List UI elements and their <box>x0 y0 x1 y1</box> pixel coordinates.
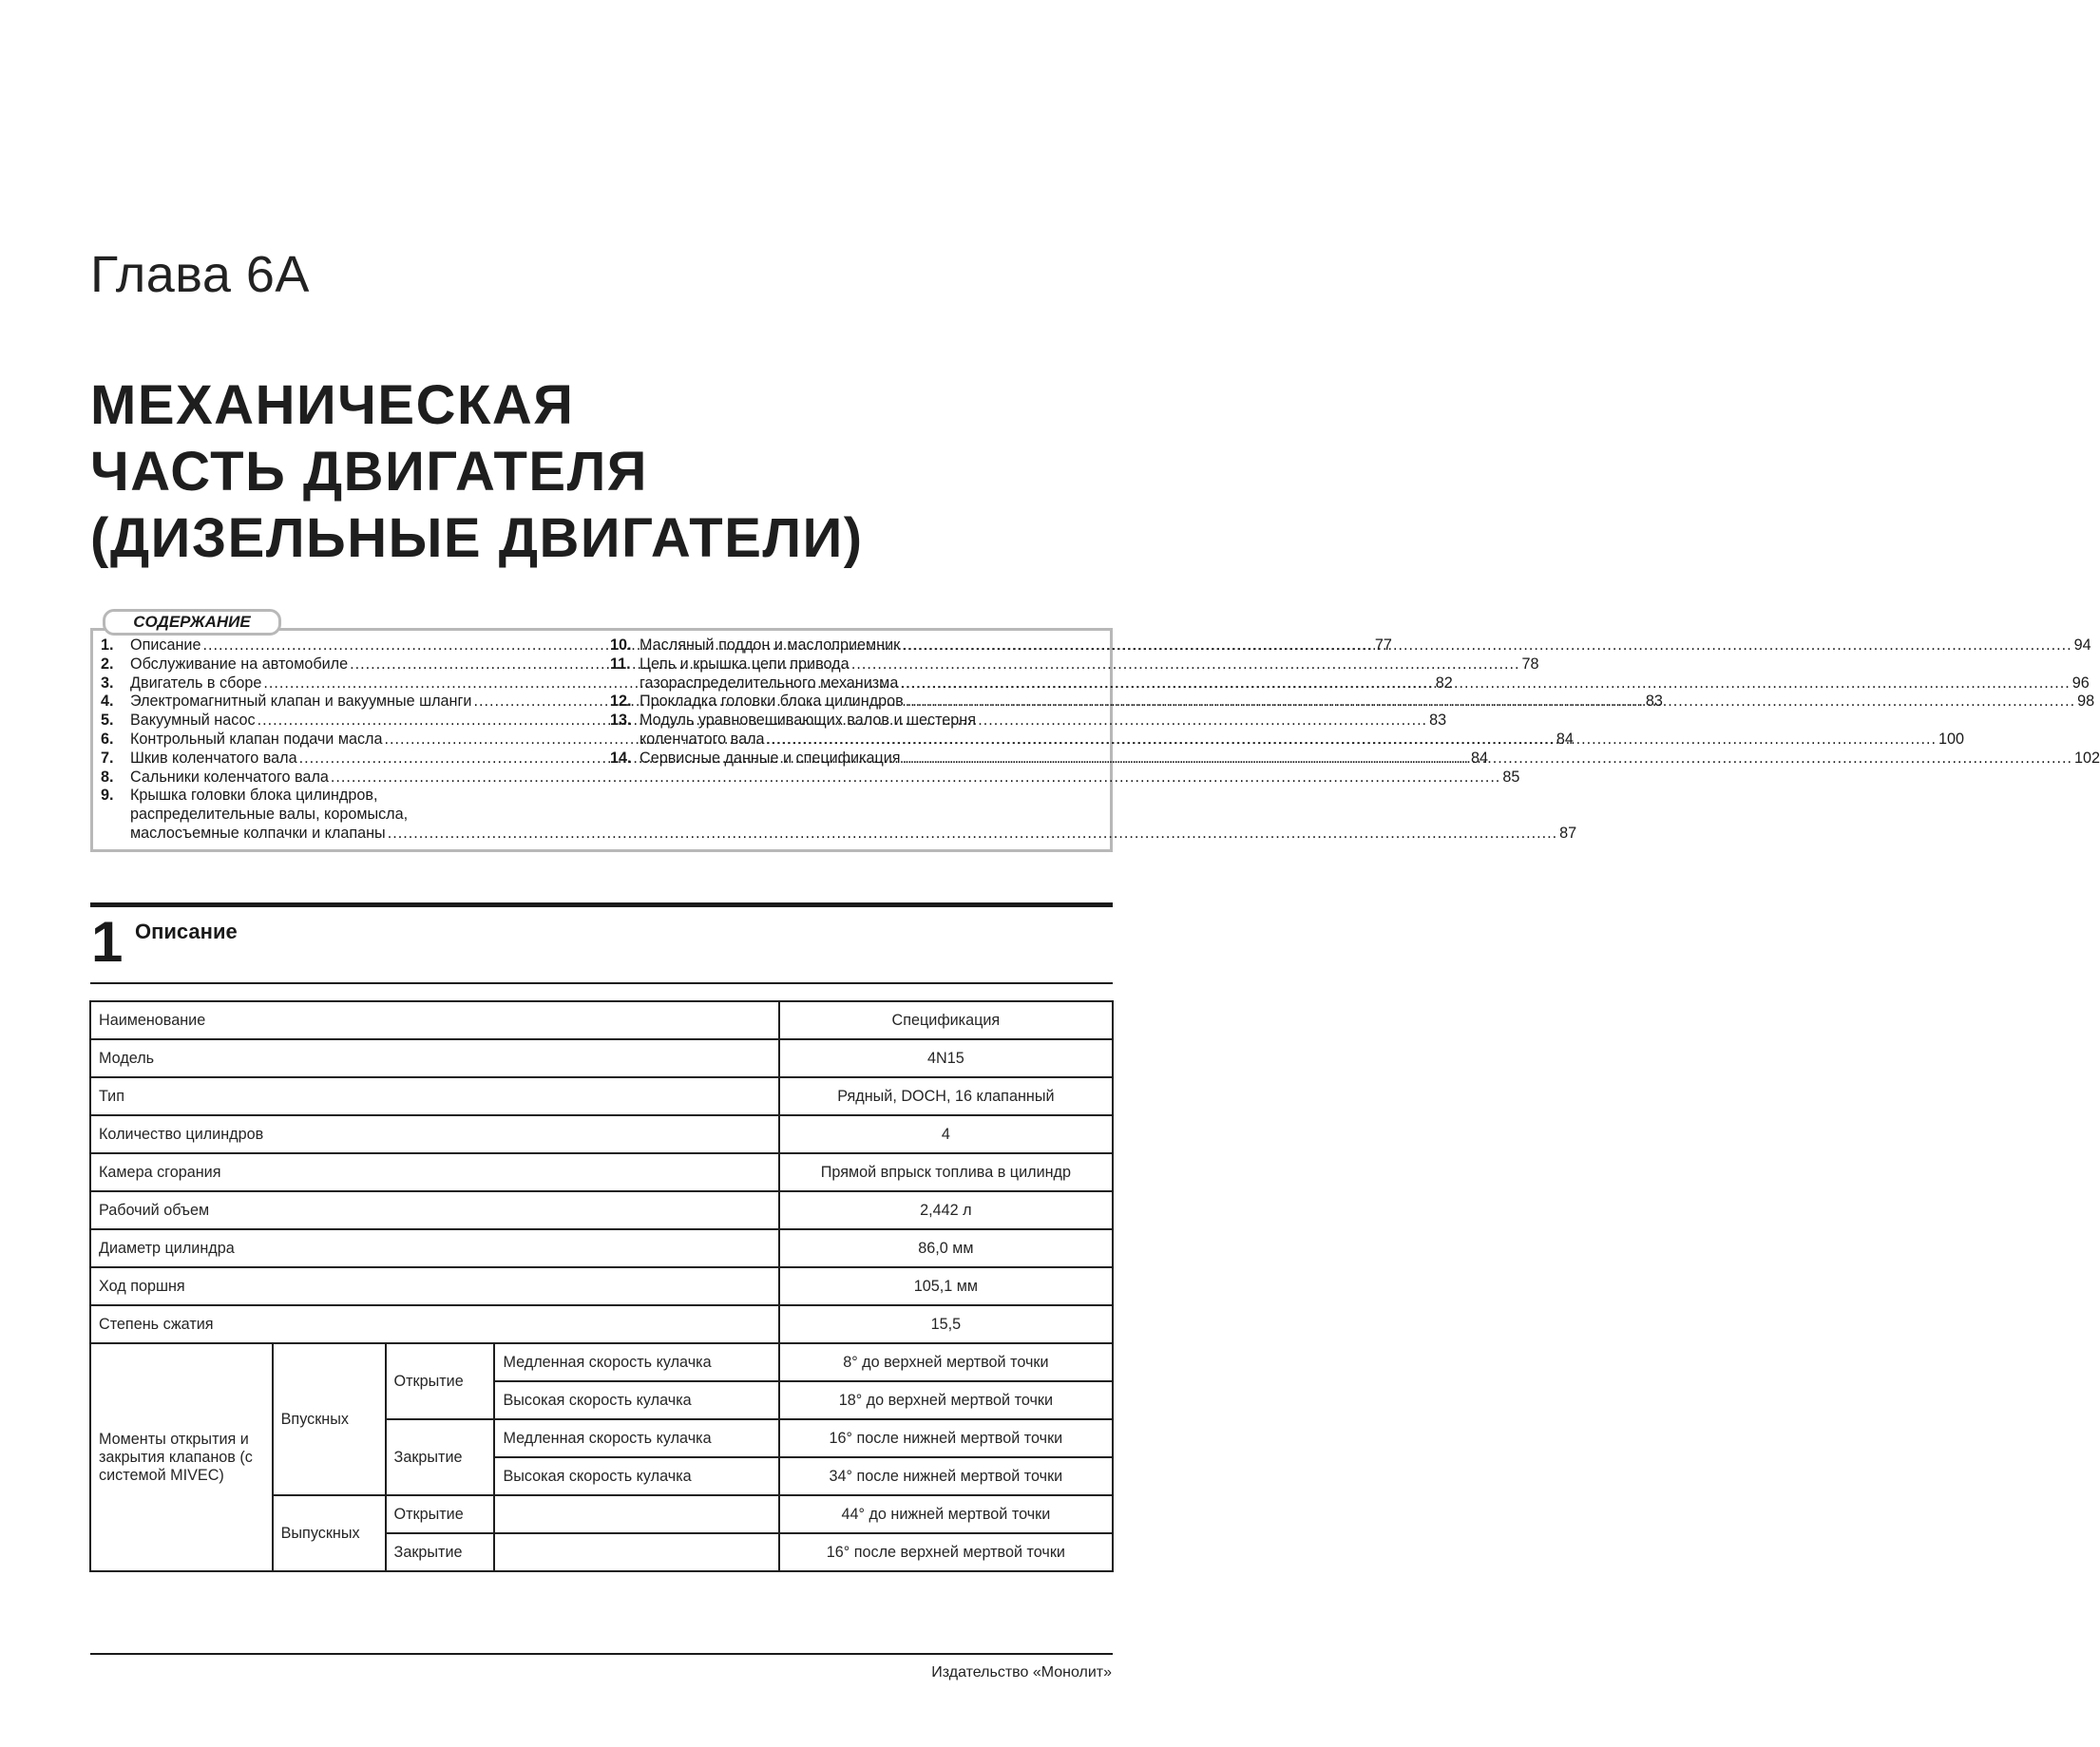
toc-leader <box>388 825 1557 844</box>
toc-item-number: 2. <box>101 655 114 673</box>
toc-item-title: Цепь и крышка цепи привода <box>640 655 850 673</box>
table-cell: 8° до верхней мертвой точки <box>779 1343 1113 1381</box>
toc-page-number: 100 <box>1938 730 1964 748</box>
toc-item-title: Крышка головки блока цилиндров, <box>130 787 378 805</box>
table-cell: Ход поршня <box>90 1267 779 1305</box>
toc-item-title: Шкив коленчатого вала <box>130 749 297 767</box>
toc-item-title: Обслуживание на автомобиле <box>130 655 349 673</box>
table-cell: Спецификация <box>779 1001 1113 1039</box>
toc-item-title: Контрольный клапан подачи масла <box>130 730 383 748</box>
spec-table <box>89 1000 1114 1572</box>
toc-item-number: 9. <box>101 787 114 805</box>
toc-item-title: Масляный поддон и маслоприемник <box>640 636 901 654</box>
title-line: (ДИЗЕЛЬНЫЕ ДВИГАТЕЛИ) <box>90 507 864 569</box>
toc-item-number: 14. <box>610 749 632 767</box>
table-cell: Рабочий объем <box>90 1191 779 1229</box>
close-cell: Закрытие <box>386 1419 495 1495</box>
toc-item-title: Двигатель в сборе <box>130 674 262 692</box>
toc-page-number: 83 <box>1429 712 1447 730</box>
table-cell: 44° до нижней мертвой точки <box>779 1495 1113 1533</box>
toc-leader <box>906 693 2075 712</box>
footer-rule <box>90 1653 1113 1655</box>
table-cell: Камера сгорания <box>90 1153 779 1191</box>
intake-cell: Впускных <box>273 1343 386 1495</box>
toc-leader <box>900 674 2070 693</box>
title-line: ЧАСТЬ ДВИГАТЕЛЯ <box>90 441 648 503</box>
table-cell: 34° после нижней мертвой точки <box>779 1457 1113 1495</box>
toc-item-number: 5. <box>101 712 114 730</box>
toc-item-number: 7. <box>101 749 114 767</box>
toc-page-number: 87 <box>1559 824 1577 842</box>
toc-item-title: Описание <box>130 636 201 654</box>
toc-page-number: 85 <box>1502 768 1520 786</box>
table-cell: Количество цилиндров <box>90 1115 779 1153</box>
toc-page-number: 102 <box>2074 749 2100 767</box>
chapter-title <box>90 372 864 572</box>
table-cell: 18° до верхней мертвой точки <box>779 1381 1113 1419</box>
toc-item-title: Сервисные данные и спецификация <box>640 749 901 767</box>
toc-page-number: 84 <box>1556 730 1574 748</box>
toc-item-title: Электромагнитный клапан и вакуумные шланги <box>130 693 472 711</box>
table-row <box>90 1305 1113 1343</box>
table-cell: 2,442 л <box>779 1191 1113 1229</box>
toc-item-number: 10. <box>610 636 632 654</box>
toc-page-number: 84 <box>1471 749 1489 767</box>
table-cell: Степень сжатия <box>90 1305 779 1343</box>
toc-page-number: 83 <box>1645 693 1663 711</box>
close-cell: Закрытие <box>386 1533 495 1571</box>
section-rule-bottom <box>90 982 1113 984</box>
toc-page-number: 98 <box>2077 693 2095 711</box>
toc-item-number: 8. <box>101 768 114 786</box>
table-cell: Медленная скорость кулачка <box>494 1343 778 1381</box>
table-cell: Прямой впрыск топлива в цилиндр <box>779 1153 1113 1191</box>
toc-leader <box>331 769 1500 788</box>
table-row <box>90 1153 1113 1191</box>
table-cell: 4N15 <box>779 1039 1113 1077</box>
table-cell: 16° после верхней мертвой точки <box>779 1533 1113 1571</box>
table-cell: Модель <box>90 1039 779 1077</box>
toc-item-number: 1. <box>101 636 114 654</box>
table-row <box>90 1039 1113 1077</box>
table-cell: Высокая скорость кулачка <box>494 1457 778 1495</box>
table-row <box>90 1229 1113 1267</box>
table-header-row <box>90 1001 1113 1039</box>
toc-leader <box>902 636 2071 655</box>
toc-item-title: Сальники коленчатого вала <box>130 768 329 786</box>
table-row <box>90 1115 1113 1153</box>
toc-item-number: 3. <box>101 674 114 692</box>
publisher-credit: Издательство «Монолит» <box>931 1664 1112 1681</box>
toc-item-number: 4. <box>101 693 114 711</box>
table-row <box>90 1267 1113 1305</box>
open-cell: Открытие <box>386 1343 495 1419</box>
toc-item-title: маслосъемные колпачки и клапаны <box>130 824 386 842</box>
table-cell: Наименование <box>90 1001 779 1039</box>
toc-page-number: 96 <box>2071 674 2090 692</box>
toc-page-number: 78 <box>1521 655 1539 673</box>
toc-page-number: 82 <box>1435 674 1453 692</box>
timing-label-cell: Моменты открытия и закрытия клапанов (с системой MIVEC) <box>90 1343 273 1571</box>
table-cell: Высокая скорость кулачка <box>494 1381 778 1419</box>
toc-item-number: 11. <box>610 655 631 673</box>
table-cell <box>494 1495 778 1533</box>
table-row <box>90 1191 1113 1229</box>
table-cell: Тип <box>90 1077 779 1115</box>
toc-leader <box>767 731 1937 750</box>
table-cell: 86,0 мм <box>779 1229 1113 1267</box>
toc-page-number: 77 <box>1374 636 1392 654</box>
table-cell: 15,5 <box>779 1305 1113 1343</box>
toc-item-title: Прокладка головки блока цилиндров <box>640 693 904 711</box>
table-cell <box>494 1533 778 1571</box>
title-line: МЕХАНИЧЕСКАЯ <box>90 374 575 436</box>
toc-item-title: Модуль уравновешивающих валов и шестерня <box>640 712 977 730</box>
exhaust-cell: Выпускных <box>273 1495 386 1571</box>
toc-item-title: распределительные валы, коромысла, <box>130 806 409 824</box>
table-cell: 16° после нижней мертвой точки <box>779 1419 1113 1457</box>
table-cell: 105,1 мм <box>779 1267 1113 1305</box>
toc-item-title: коленчатого вала <box>640 730 765 748</box>
table-row <box>90 1077 1113 1115</box>
contents-label: СОДЕРЖАНИЕ <box>103 609 281 636</box>
toc-item <box>101 768 1520 788</box>
section-rule-top <box>90 902 1113 907</box>
toc-item-number: 12. <box>610 693 632 711</box>
table-cell: Рядный, DOCH, 16 клапанный <box>779 1077 1113 1115</box>
toc-item-number: 13. <box>610 712 632 730</box>
toc-page-number: 94 <box>2073 636 2091 654</box>
section-number: 1 <box>91 910 124 974</box>
table-cell: 4 <box>779 1115 1113 1153</box>
chapter-heading: Глава 6А <box>90 246 310 303</box>
toc-item-number: 6. <box>101 730 114 748</box>
table-cell: Медленная скорость кулачка <box>494 1419 778 1457</box>
open-cell: Открытие <box>386 1495 495 1533</box>
toc-item <box>101 787 1577 843</box>
toc-item-title: Вакуумный насос <box>130 712 256 730</box>
toc-item-title: газораспределительного механизма <box>640 674 899 692</box>
table-cell: Диаметр цилиндра <box>90 1229 779 1267</box>
section-title: Описание <box>135 920 238 943</box>
toc-leader <box>903 750 2072 769</box>
table-row <box>90 1343 1113 1381</box>
